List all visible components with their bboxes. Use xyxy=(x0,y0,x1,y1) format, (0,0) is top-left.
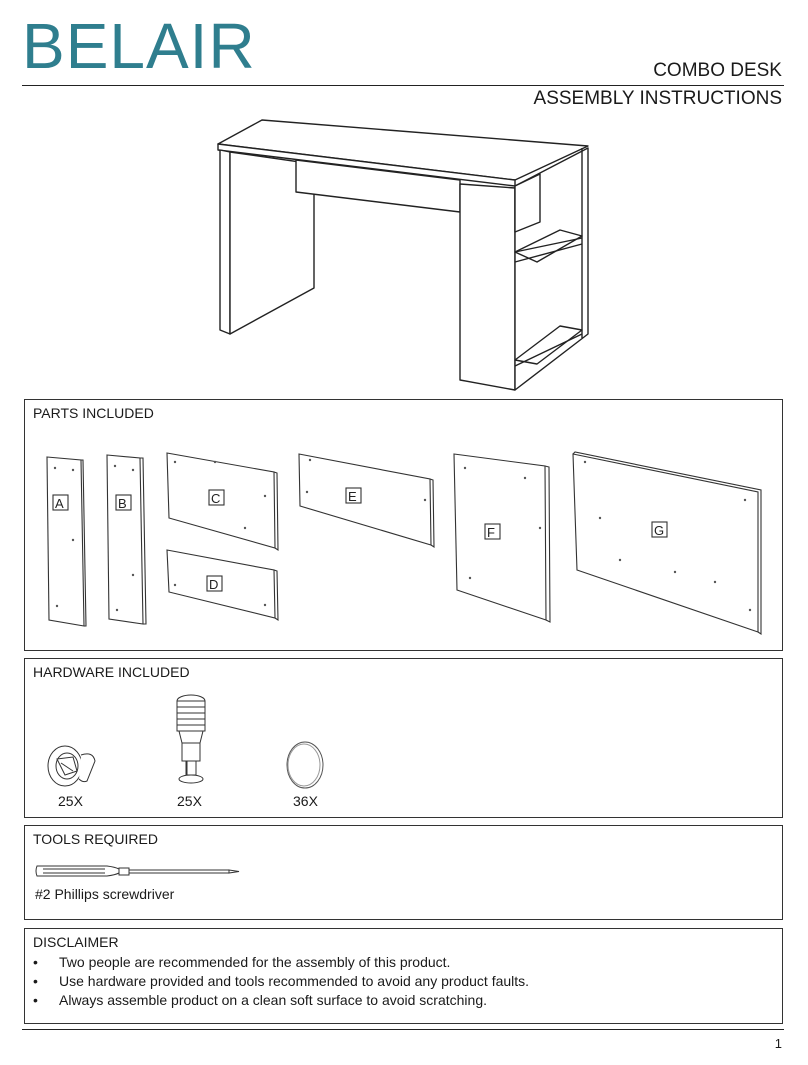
part-label-a: A xyxy=(55,496,64,511)
tool-name: #2 Phillips screwdriver xyxy=(35,886,175,902)
part-b xyxy=(107,455,146,624)
part-a xyxy=(47,457,86,626)
part-label-f: F xyxy=(487,525,495,540)
parts-included-section xyxy=(24,399,783,651)
cam-lock-icon xyxy=(43,741,103,791)
part-g xyxy=(573,452,761,634)
parts-heading: PARTS INCLUDED xyxy=(33,405,154,421)
screwdriver-icon xyxy=(35,860,241,882)
hardware-included-section xyxy=(24,658,783,818)
header-divider xyxy=(22,85,784,86)
hardware-heading: HARDWARE INCLUDED xyxy=(33,664,190,680)
disclaimer-item: • Use hardware provided and tools recommended to avoid any product faults. xyxy=(33,972,529,991)
cam-bolt-icon xyxy=(167,693,217,791)
parts-illustration xyxy=(25,400,783,650)
cap-cover-icon xyxy=(283,739,327,791)
part-label-g: G xyxy=(654,523,665,538)
tools-heading: TOOLS REQUIRED xyxy=(33,831,158,847)
page-number: 1 xyxy=(774,1036,782,1051)
footer-divider xyxy=(22,1029,784,1030)
part-c xyxy=(167,453,278,550)
hardware-qty-cam-bolt: 25X xyxy=(177,793,202,809)
part-label-c: C xyxy=(211,491,221,506)
disclaimer-item: • Two people are recommended for the assembly of this product. xyxy=(33,953,529,972)
document-title: ASSEMBLY INSTRUCTIONS xyxy=(533,88,782,109)
part-f xyxy=(454,454,550,622)
part-d xyxy=(167,550,278,620)
part-label-e: E xyxy=(348,489,357,504)
part-label-b: B xyxy=(118,496,127,511)
part-label-d: D xyxy=(209,577,219,592)
disclaimer-item: • Always assemble product on a clean soft surface to avoid scratching. xyxy=(33,991,529,1010)
disclaimer-heading: DISCLAIMER xyxy=(33,934,119,950)
tools-required-section xyxy=(24,825,783,920)
hardware-qty-cam-lock: 25X xyxy=(58,793,83,809)
disclaimer-list xyxy=(33,953,529,1010)
hardware-qty-cap-cover: 36X xyxy=(293,793,318,809)
product-name: COMBO DESK xyxy=(653,60,782,81)
desk-illustration xyxy=(210,112,595,392)
part-e xyxy=(299,454,434,547)
disclaimer-section xyxy=(24,928,783,1024)
brand-logo: BELAIR xyxy=(22,10,256,82)
